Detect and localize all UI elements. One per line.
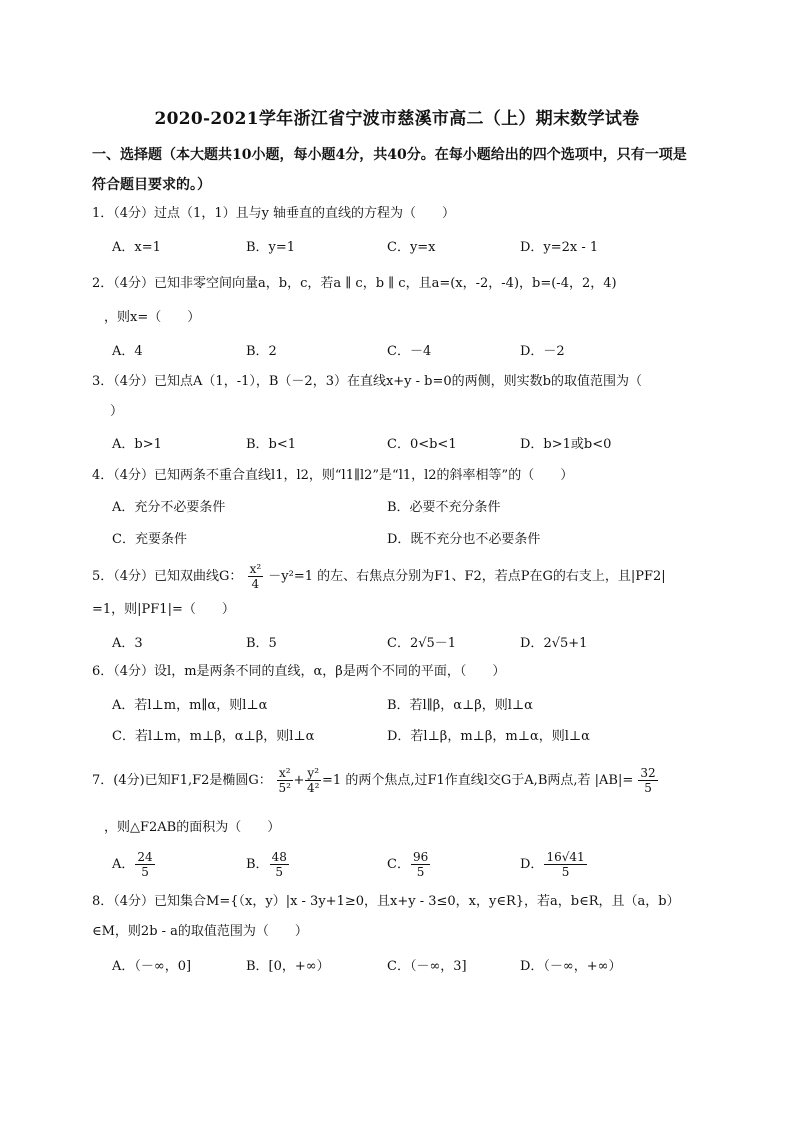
question-7-stem-a: 7．(4分)已知F1,F2是椭圆G： <box>92 773 272 788</box>
question-2-stem: 2．（4分）已知非零空间向量a，b，c，若a ∥ c，b ∥ c，且a=(x，-2，-4)，b=(-4，2，4) <box>92 276 617 291</box>
option-b[interactable]: B．y=1 <box>246 240 296 255</box>
question-2-stem-cont: ，则x=（ ） <box>104 310 201 325</box>
option-c[interactable]: C．－4 <box>387 344 432 359</box>
ellipse-fraction-x: $\frac{\text{x²}}{\text{5²}}$ <box>278 766 291 795</box>
question-5-stem-b: 的左、右焦点分别为F1、F2，若点P在G的右支上，且|PF2| <box>317 569 666 584</box>
option-b[interactable]: B．b<1 <box>246 437 297 452</box>
option-d[interactable]: D．b>1或b<0 <box>520 437 612 452</box>
question-5-stem-cont: =1，则|PF1|=（ ） <box>92 602 235 617</box>
option-a[interactable]: A．（－∞，0] <box>112 959 192 974</box>
option-b[interactable]: B．2 <box>246 344 277 359</box>
option-b[interactable]: B． $\frac{48}{5}$ <box>246 850 287 879</box>
question-6-options-row1 <box>112 694 712 716</box>
option-a[interactable]: A．若l⊥m，m∥α，则l⊥α <box>112 698 268 713</box>
question-7-options <box>112 850 712 886</box>
hyperbola-rest: －y²=1 <box>268 569 314 584</box>
ab-fraction: $\frac{32}{5}$ <box>640 766 656 795</box>
question-1-options <box>112 236 712 258</box>
question-6-options-row2 <box>112 725 712 747</box>
option-c[interactable]: C． $\frac{96}{5}$ <box>387 850 429 879</box>
question-8-options <box>112 955 712 977</box>
question-8-stem: 8．（4分）已知集合M={（x，y）|x - 3y+1≥0，且x+y - 3≤0，x，y∈R}，若a，b∈R，且（a，b） <box>92 894 680 909</box>
option-a[interactable]: A． $\frac{24}{5}$ <box>112 850 153 879</box>
option-c[interactable]: C．充要条件 <box>112 532 187 547</box>
option-b[interactable]: B．5 <box>246 636 277 651</box>
option-d[interactable]: D．2√5+1 <box>520 636 588 651</box>
option-a[interactable]: A．x=1 <box>112 240 161 255</box>
question-6-stem: 6．（4分）设l，m是两条不同的直线，α，β是两个不同的平面，（ ） <box>92 664 506 679</box>
question-7-stem-cont: ，则△F2AB的面积为（ ） <box>104 820 281 835</box>
option-d[interactable]: D．若l⊥β，m⊥β，m⊥α，则l⊥α <box>387 729 590 744</box>
question-1-stem: 1．（4分）过点（1，1）且与y 轴垂直的直线的方程为（ ） <box>92 206 456 221</box>
option-c[interactable]: C．若l⊥m，m⊥β，α⊥β，则l⊥α <box>112 729 315 744</box>
question-4-options-row1 <box>112 496 712 518</box>
question-5-stem <box>92 562 712 591</box>
option-c[interactable]: C．0<b<1 <box>387 437 457 452</box>
question-3-options <box>112 433 712 455</box>
option-d[interactable]: D． $\frac{16√41}{5}$ <box>520 850 585 879</box>
option-c[interactable]: C．2√5－1 <box>387 636 457 651</box>
option-a[interactable]: A．4 <box>112 344 143 359</box>
question-2-options <box>112 340 712 362</box>
question-4-options-row2 <box>112 528 712 550</box>
question-7-stem-b: 的两个焦点,过F1作直线l交G于A,B两点,若 <box>345 773 591 788</box>
question-3-stem-cont: ） <box>110 404 124 419</box>
question-8-stem-cont: ∈M，则2b - a的取值范围为（ ） <box>92 924 308 939</box>
question-7-stem: 7．(4分)已知F1,F2是椭圆G： $\frac{\text{x²}}{\text{5²}}$ + $\frac{\text{y²}}{\text{4²}}$ =1 的两个焦点,过F1作直线l交G于A,B两点,若 |AB|= $\frac{32}{5}$ <box>92 766 656 795</box>
option-c[interactable]: C．（－∞，3] <box>387 959 467 974</box>
page-title: 2020-2021学年浙江省宁波市慈溪市高二（上）期末数学试卷 <box>154 109 640 129</box>
option-b[interactable]: B．必要不充分条件 <box>387 500 501 515</box>
question-5-stem-a: 5．（4分）已知双曲线G： <box>92 569 243 584</box>
question-5-options <box>112 632 712 654</box>
option-c[interactable]: C．y=x <box>387 240 436 255</box>
section-header-line2: 符合题目要求的。） <box>92 177 211 193</box>
option-a[interactable]: A．b>1 <box>112 437 162 452</box>
question-3-stem: 3．（4分）已知点A（1，-1），B（－2，3）在直线x+y - b=0的两侧，则实数b的取值范围为（ <box>92 374 642 389</box>
ellipse-fraction-y: $\frac{\text{y²}}{\text{4²}}$ <box>306 766 320 795</box>
section-header-line1: 一、选择题（本大题共10小题，每小题4分，共40分。在每小题给出的四个选项中，只有一项是 <box>92 147 687 163</box>
option-d-math: 2√5+1 <box>543 636 588 651</box>
option-b[interactable]: B．若l∥β，α⊥β，则l⊥α <box>387 698 533 713</box>
option-d[interactable]: D．y=2x - 1 <box>520 240 599 255</box>
option-d[interactable]: D．－2 <box>520 344 565 359</box>
option-d[interactable]: D．既不充分也不必要条件 <box>387 532 541 547</box>
hyperbola-fraction: $\frac{\text{x²}}{4}$ <box>249 562 262 591</box>
option-d[interactable]: D．（－∞，+∞） <box>520 959 622 974</box>
option-b[interactable]: B．[0，+∞） <box>246 959 330 974</box>
option-a[interactable]: A．3 <box>112 636 143 651</box>
option-c-math: 2√5－1 <box>409 636 457 651</box>
ab-length: |AB|= <box>594 773 634 788</box>
option-a[interactable]: A．充分不必要条件 <box>112 500 226 515</box>
question-4-stem: 4．（4分）已知两条不重合直线l1，l2，则“l1∥l2”是“l1，l2的斜率相等”的（ ） <box>92 468 574 483</box>
